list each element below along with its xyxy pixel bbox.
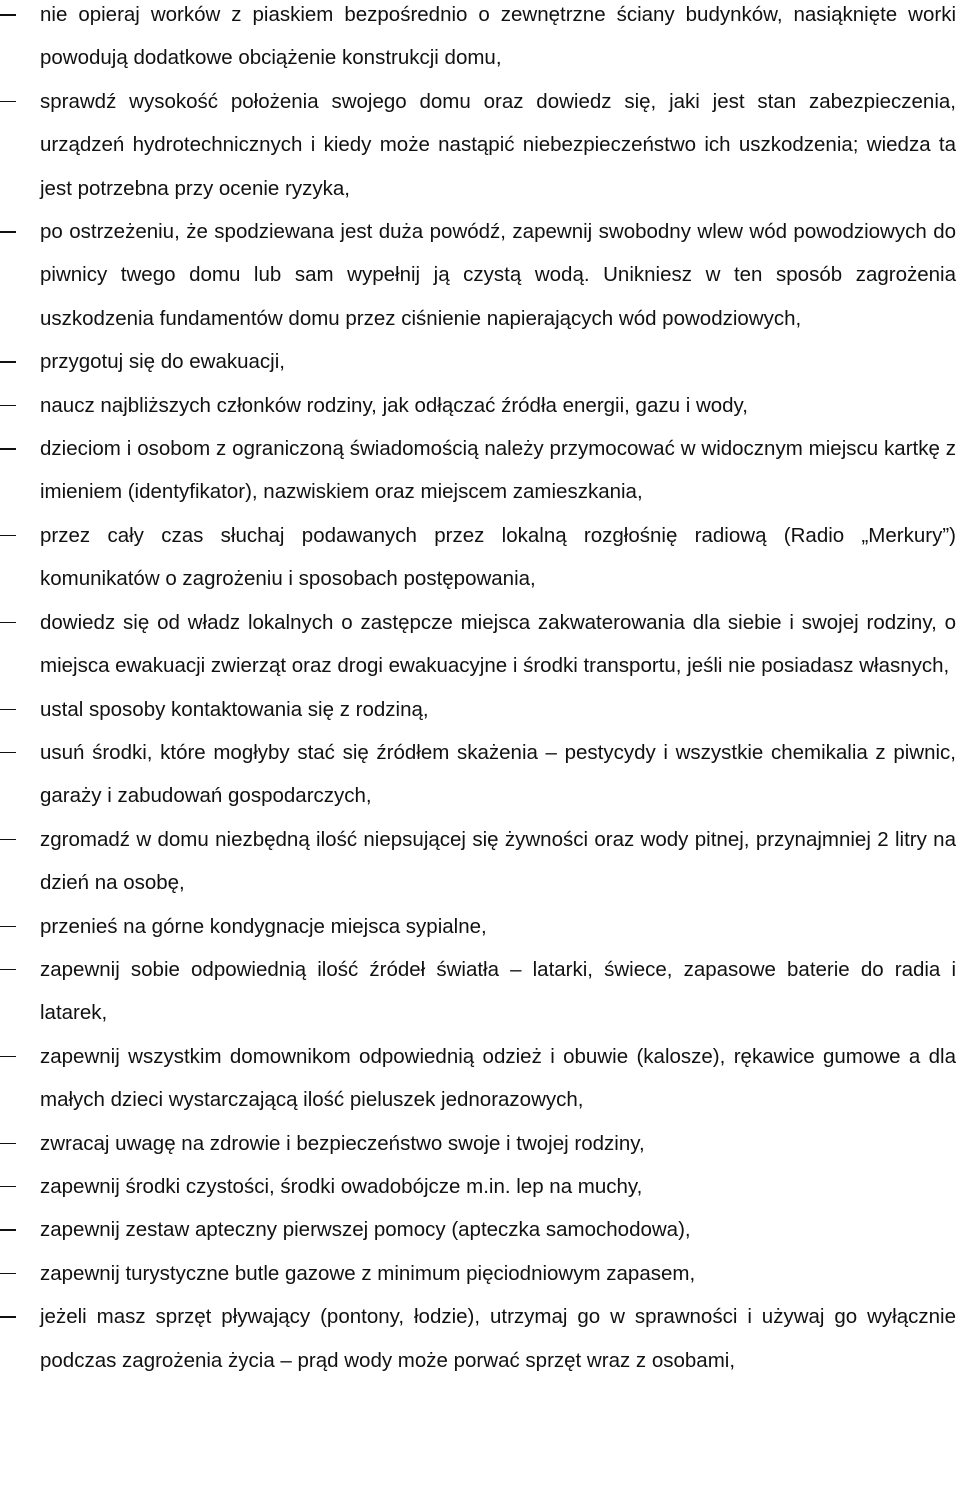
- dash-bullet: [0, 405, 16, 407]
- list-item-text: zapewnij zestaw apteczny pierwszej pomocy (apteczka samochodowa),: [40, 1218, 691, 1242]
- list-item: [0, 80, 960, 210]
- list-item: [0, 1252, 960, 1295]
- dash-bullet: [0, 361, 16, 363]
- list-item: [0, 210, 960, 340]
- list-item: [0, 1165, 960, 1208]
- list-item-text: zapewnij środki czystości, środki owadobójcze m.in. lep na muchy,: [40, 1174, 643, 1198]
- list-item: [0, 601, 960, 688]
- dash-bullet: [0, 709, 16, 711]
- list-item-text: przez cały czas słuchaj podawanych przez lokalną rozgłośnię radiową (Radio „Merkury”) komunikatów o zagrożeniu i sposobach postępowania,: [40, 523, 956, 591]
- list-item: [0, 340, 960, 383]
- dash-bullet: [0, 101, 16, 103]
- list-item: [0, 731, 960, 818]
- list-item-text: zapewnij sobie odpowiednią ilość źródeł światła – latarki, świece, zapasowe baterie do radia i latarek,: [40, 957, 956, 1025]
- list-item-text: przygotuj się do ewakuacji,: [40, 350, 285, 374]
- list-item-text: ustal sposoby kontaktowania się z rodziną,: [40, 697, 429, 721]
- list-item-text: sprawdź wysokość położenia swojego domu oraz dowiedz się, jaki jest stan zabezpieczenia, urządzeń hydrotechnicznych i kiedy może nastąpić niebezpieczeństwo ich uszkodzenia; wiedza ta jest potrzebna przy ocenie ryzyka,: [40, 89, 956, 200]
- dash-bullet: [0, 969, 16, 971]
- list-item: [0, 384, 960, 427]
- dash-bullet: [0, 1316, 16, 1318]
- dash-bullet: [0, 448, 16, 450]
- list-item-text: nie opieraj worków z piaskiem bezpośrednio o zewnętrzne ściany budynków, nasiąknięte worki powodują dodatkowe obciążenie konstrukcji domu,: [40, 3, 956, 70]
- dash-bullet: [0, 14, 16, 16]
- list-item: [0, 688, 960, 731]
- list-item: [0, 818, 960, 905]
- dash-bullet: [0, 231, 16, 233]
- list-item-text: dzieciom i osobom z ograniczoną świadomością należy przymocować w widocznym miejscu kartkę z imieniem (identyfikator), nazwiskiem oraz miejscem zamieszkania,: [40, 437, 956, 504]
- list-item: [0, 0, 960, 80]
- list-item-text: dowiedz się od władz lokalnych o zastępcze miejsca zakwaterowania dla siebie i swojej rodziny, o miejsca ewakuacji zwierząt oraz drogi ewakuacyjne i środki transportu, jeśli nie posiadasz własnych,: [40, 610, 956, 678]
- list-item: [0, 948, 960, 1035]
- dash-bullet: [0, 1273, 16, 1275]
- dash-bullet: [0, 1143, 16, 1145]
- dash-bullet: [0, 752, 16, 754]
- list-item: [0, 1295, 960, 1382]
- list-item: [0, 514, 960, 601]
- list-item-text: zwracaj uwagę na zdrowie i bezpieczeństwo swoje i twojej rodziny,: [40, 1131, 645, 1155]
- list-item: [0, 1122, 960, 1165]
- dash-bullet: [0, 535, 16, 537]
- list-item-text: po ostrzeżeniu, że spodziewana jest duża powódź, zapewnij swobodny wlew wód powodziowych do piwnicy twego domu lub sam wypełnij ją czystą wodą. Unikniesz w ten sposób zagrożenia uszkodzenia fundamentów domu przez ciśnienie napierających wód powodziowych,: [40, 220, 956, 330]
- list-item-text: przenieś na górne kondygnacje miejsca sypialne,: [40, 914, 487, 938]
- list-item: [0, 427, 960, 514]
- list-item-text: zapewnij turystyczne butle gazowe z minimum pięciodniowym zapasem,: [40, 1261, 696, 1285]
- dash-bullet: [0, 1056, 16, 1058]
- dash-bullet: [0, 926, 16, 928]
- dash-bullet: [0, 622, 16, 624]
- list-item: [0, 905, 960, 948]
- dash-bullet: [0, 1229, 16, 1231]
- list-item-text: zgromadź w domu niezbędną ilość niepsującej się żywności oraz wody pitnej, przynajmniej 2 litry na dzień na osobę,: [40, 827, 956, 895]
- list-item-text: usuń środki, które mogłyby stać się źródłem skażenia – pestycydy i wszystkie chemikalia z piwnic, garaży i zabudowań gospodarczych,: [40, 740, 956, 808]
- list-item-text: naucz najbliższych członków rodziny, jak odłączać źródła energii, gazu i wody,: [40, 393, 748, 417]
- list-item-text: zapewnij wszystkim domownikom odpowiednią odzież i obuwie (kalosze), rękawice gumowe a dla małych dzieci wystarczającą ilość pieluszek jednorazowych,: [40, 1044, 956, 1112]
- dash-bullet: [0, 1186, 16, 1188]
- list-item-text: jeżeli masz sprzęt pływający (pontony, łodzie), utrzymaj go w sprawności i używaj go wyłącznie podczas zagrożenia życia – prąd wody może porwać sprzęt wraz z osobami,: [40, 1305, 956, 1372]
- list-item: [0, 1208, 960, 1251]
- dash-bullet: [0, 839, 16, 841]
- list-item: [0, 1035, 960, 1122]
